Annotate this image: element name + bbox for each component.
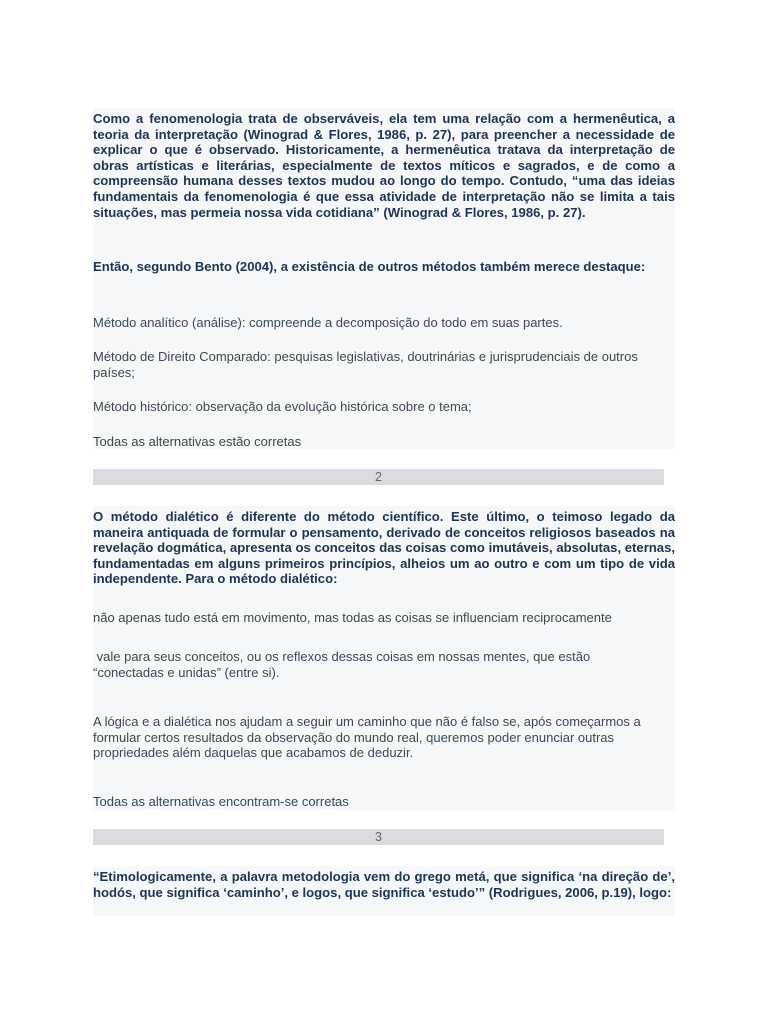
question-1-option-b[interactable]: Método de Direito Comparado: pesquisas legislativas, doutrinárias e jurisprudenciais de outros países; (93, 349, 638, 380)
question-block-3 (93, 866, 675, 916)
question-2-option-c[interactable]: A lógica e a dialética nos ajudam a seguir um caminho que não é falso se, após começarmos a formular certos resultados da observação do mundo real, queremos poder enunciar outras propriedades além daquelas que acabamos de deduzir. (93, 714, 641, 761)
question-1-text: Então, segundo Bento (2004), a existência de outros métodos também merece destaque: (93, 259, 646, 274)
question-2-option-a[interactable]: não apenas tudo está em movimento, mas todas as coisas se influenciam reciprocamente (93, 610, 612, 625)
question-3-text: “Etimologicamente, a palavra metodologia vem do grego metá, que significa ‘na direção de’, hodós, que significa ‘caminho’, e logos, que significa ‘estudo’” (Rodrigues, 2006, p.19), logo: (93, 869, 675, 900)
question-2-option-b[interactable]: vale para seus conceitos, ou os reflexos dessas coisas em nossas mentes, que estão “conectadas e unidas” (entre si). (93, 649, 594, 680)
question-1-option-c[interactable]: Método histórico: observação da evolução histórica sobre o tema; (93, 399, 472, 414)
question-block-2 (93, 506, 675, 810)
question-2-text: O método dialético é diferente do método científico. Este último, o teimoso legado da maneira antiquada de formular o pensamento, derivado de conceitos religiosos baseados na revelação dogmática, apresenta os conceitos das coisas como imutáveis, absolutas, eternas, fundamentadas em alguns primeiros princípios, alheios um ao outro e com um tipo de vida independente. Para o método dialético: (93, 509, 675, 587)
question-number-divider-3: 3 (93, 829, 664, 845)
question-2-option-d[interactable]: Todas as alternativas encontram-se corretas (93, 794, 349, 809)
intro-paragraph: Como a fenomenologia trata de observáveis, ela tem uma relação com a hermenêutica, a teoria da interpretação (Winograd & Flores, 1986, p. 27), para preencher a necessidade de explicar o que é observado. Historicamente, a hermenêutica tratava da interpretação de obras artísticas e literárias, especialmente de textos míticos e sagrados, e de como a compreensão humana desses textos mudou ao longo do tempo. Contudo, “uma das ideias fundamentais da fenomenologia é que essa atividade de interpretação não se limita a tais situações, mas permeia nossa vida cotidiana” (Winograd & Flores, 1986, p. 27). (93, 111, 675, 220)
question-block-1 (93, 108, 675, 449)
question-1-option-a[interactable]: Método analítico (análise): compreende a decomposição do todo em suas partes. (93, 315, 563, 330)
question-number-divider-2: 2 (93, 469, 664, 485)
question-1-option-d[interactable]: Todas as alternativas estão corretas (93, 434, 302, 449)
